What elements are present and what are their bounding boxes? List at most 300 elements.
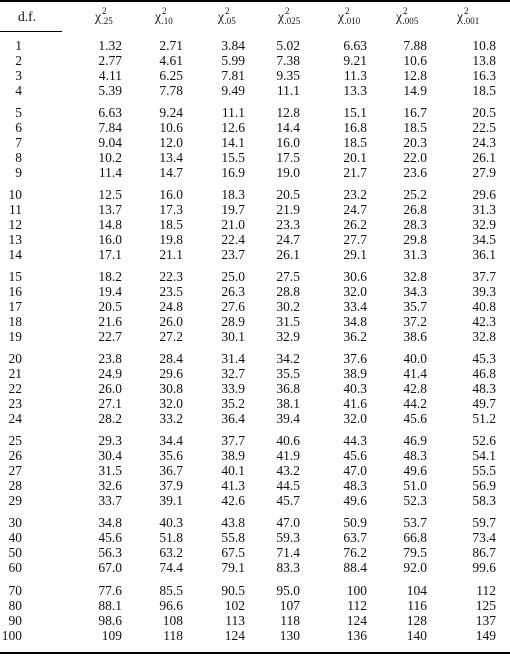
value-cell: 26.0 — [159, 314, 183, 329]
value-cell: 136 — [346, 628, 367, 643]
value-cell: 63.2 — [159, 545, 183, 560]
value-cell: 16.7 — [403, 105, 427, 120]
value-cell: 31.3 — [403, 247, 427, 262]
value-cell: 29.6 — [159, 366, 183, 381]
value-cell: 35.2 — [221, 396, 245, 411]
superscript: 2 — [345, 6, 350, 16]
value-cell: 9.24 — [159, 105, 183, 120]
value-cell: 37.7 — [472, 269, 496, 284]
value-cell: 51.0 — [403, 478, 427, 493]
value-cell: 45.6 — [98, 530, 122, 545]
table-row — [0, 299, 510, 314]
value-cell: 9.21 — [343, 53, 367, 68]
table-row — [0, 478, 510, 493]
table-row — [0, 366, 510, 381]
value-cell: 63.7 — [343, 530, 367, 545]
df-cell: 5 — [15, 105, 22, 120]
value-cell: 107 — [279, 598, 300, 613]
value-cell: 124 — [224, 628, 245, 643]
value-cell: 18.5 — [159, 217, 183, 232]
table-row — [0, 217, 510, 232]
value-cell: 35.6 — [159, 448, 183, 463]
value-cell: 58.3 — [472, 493, 496, 508]
value-cell: 24.8 — [159, 299, 183, 314]
value-cell: 92.0 — [403, 560, 427, 575]
value-cell: 99.6 — [472, 560, 496, 575]
superscript: 2 — [102, 6, 107, 16]
df-cell: 11 — [9, 202, 22, 217]
value-cell: 41.3 — [221, 478, 245, 493]
value-cell: 28.2 — [98, 411, 122, 426]
df-cell: 24 — [8, 411, 22, 426]
subscript: .10 — [161, 16, 173, 26]
df-cell: 30 — [8, 515, 22, 530]
table-row — [0, 247, 510, 262]
value-cell: 22.0 — [403, 150, 427, 165]
df-cell: 25 — [8, 433, 22, 448]
value-cell: 20.5 — [472, 105, 496, 120]
value-cell: 32.8 — [472, 329, 496, 344]
table-row — [0, 38, 510, 53]
value-cell: 14.7 — [159, 165, 183, 180]
value-cell: 29.3 — [98, 433, 122, 448]
value-cell: 44.3 — [343, 433, 367, 448]
table-row — [0, 515, 510, 530]
value-cell: 29.8 — [403, 232, 427, 247]
value-cell: 109 — [101, 628, 122, 643]
value-cell: 49.6 — [403, 463, 427, 478]
df-cell: 15 — [8, 269, 22, 284]
table-row — [0, 613, 510, 628]
table-row — [0, 284, 510, 299]
value-cell: 88.4 — [343, 560, 367, 575]
value-cell: 25.0 — [221, 269, 245, 284]
value-cell: 18.3 — [221, 187, 245, 202]
value-cell: 22.5 — [472, 120, 496, 135]
value-cell: 32.6 — [98, 478, 122, 493]
value-cell: 14.1 — [221, 135, 245, 150]
value-cell: 40.1 — [221, 463, 245, 478]
value-cell: 32.7 — [221, 366, 245, 381]
value-cell: 38.9 — [221, 448, 245, 463]
value-cell: 37.6 — [343, 351, 367, 366]
value-cell: 20.5 — [98, 299, 122, 314]
df-cell: 10 — [8, 187, 22, 202]
table-row — [0, 598, 510, 613]
value-cell: 66.8 — [403, 530, 427, 545]
subscript: .001 — [463, 16, 480, 26]
value-cell: 4.11 — [98, 68, 122, 83]
value-cell: 49.7 — [472, 396, 496, 411]
value-cell: 13.7 — [98, 202, 122, 217]
value-cell: 53.7 — [403, 515, 427, 530]
chi-symbol: χ — [95, 9, 101, 24]
value-cell: 34.2 — [276, 351, 300, 366]
value-cell: 98.6 — [98, 613, 122, 628]
df-cell: 21 — [8, 366, 22, 381]
df-cell: 16 — [8, 284, 22, 299]
subscript: .025 — [284, 16, 301, 26]
value-cell: 1.32 — [98, 38, 122, 53]
df-cell: 60 — [8, 560, 22, 575]
value-cell: 40.6 — [276, 433, 300, 448]
chi-symbol: χ — [278, 9, 284, 24]
value-cell: 10.6 — [159, 120, 183, 135]
table-row — [0, 120, 510, 135]
table-row — [0, 68, 510, 83]
value-cell: 31.4 — [221, 351, 245, 366]
value-cell: 7.78 — [159, 83, 183, 98]
value-cell: 42.8 — [403, 381, 427, 396]
value-cell: 18.5 — [472, 83, 496, 98]
value-cell: 28.4 — [159, 351, 183, 366]
value-cell: 19.7 — [221, 202, 245, 217]
table-row — [0, 202, 510, 217]
value-cell: 102 — [224, 598, 245, 613]
value-cell: 27.9 — [472, 165, 496, 180]
value-cell: 112 — [476, 583, 496, 598]
value-cell: 10.2 — [98, 150, 122, 165]
value-cell: 85.5 — [159, 583, 183, 598]
value-cell: 71.4 — [276, 545, 300, 560]
value-cell: 29.6 — [472, 187, 496, 202]
value-cell: 37.2 — [403, 314, 427, 329]
table-row — [0, 351, 510, 366]
df-cell: 26 — [8, 448, 22, 463]
value-cell: 31.5 — [276, 314, 300, 329]
value-cell: 32.9 — [472, 217, 496, 232]
value-cell: 23.8 — [98, 351, 122, 366]
value-cell: 19.8 — [159, 232, 183, 247]
value-cell: 95.0 — [276, 583, 300, 598]
value-cell: 149 — [475, 628, 496, 643]
table-row — [0, 105, 510, 120]
value-cell: 10.8 — [472, 38, 496, 53]
value-cell: 5.39 — [98, 83, 122, 98]
table-row — [0, 83, 510, 98]
table-row — [0, 411, 510, 426]
subscript: .05 — [224, 16, 236, 26]
value-cell: 31.5 — [98, 463, 122, 478]
value-cell: 38.1 — [276, 396, 300, 411]
value-cell: 40.0 — [403, 351, 427, 366]
table-row — [0, 493, 510, 508]
df-cell: 80 — [8, 598, 22, 613]
value-cell: 18.5 — [343, 135, 367, 150]
value-cell: 17.5 — [276, 150, 300, 165]
value-cell: 51.8 — [159, 530, 183, 545]
value-cell: 45.6 — [403, 411, 427, 426]
value-cell: 7.88 — [403, 38, 427, 53]
value-cell: 28.9 — [221, 314, 245, 329]
value-cell: 30.2 — [276, 299, 300, 314]
value-cell: 7.84 — [98, 120, 122, 135]
value-cell: 19.0 — [276, 165, 300, 180]
value-cell: 88.1 — [98, 598, 122, 613]
value-cell: 13.3 — [343, 83, 367, 98]
value-cell: 55.5 — [472, 463, 496, 478]
value-cell: 41.6 — [343, 396, 367, 411]
value-cell: 9.04 — [98, 135, 122, 150]
superscript: 2 — [403, 6, 408, 16]
value-cell: 20.1 — [343, 150, 367, 165]
value-cell: 118 — [163, 628, 183, 643]
value-cell: 20.3 — [403, 135, 427, 150]
value-cell: 16.0 — [276, 135, 300, 150]
df-cell: 8 — [15, 150, 22, 165]
value-cell: 34.3 — [403, 284, 427, 299]
value-cell: 45.7 — [276, 493, 300, 508]
value-cell: 6.63 — [343, 38, 367, 53]
value-cell: 16.0 — [98, 232, 122, 247]
value-cell: 56.3 — [98, 545, 122, 560]
value-cell: 24.3 — [472, 135, 496, 150]
chi-symbol: χ — [155, 9, 161, 24]
value-cell: 26.3 — [221, 284, 245, 299]
value-cell: 5.99 — [221, 53, 245, 68]
value-cell: 40.8 — [472, 299, 496, 314]
value-cell: 26.8 — [403, 202, 427, 217]
value-cell: 47.0 — [276, 515, 300, 530]
table-row — [0, 433, 510, 448]
value-cell: 48.3 — [472, 381, 496, 396]
value-cell: 26.1 — [472, 150, 496, 165]
value-cell: 79.1 — [221, 560, 245, 575]
value-cell: 23.3 — [276, 217, 300, 232]
value-cell: 11.1 — [221, 105, 245, 120]
df-cell: 27 — [8, 463, 22, 478]
value-cell: 35.5 — [276, 366, 300, 381]
table-row — [0, 381, 510, 396]
df-cell: 1 — [15, 38, 22, 53]
table-row — [0, 545, 510, 560]
value-cell: 30.4 — [98, 448, 122, 463]
value-cell: 34.5 — [472, 232, 496, 247]
value-cell: 28.8 — [276, 284, 300, 299]
value-cell: 37.7 — [221, 433, 245, 448]
value-cell: 27.6 — [221, 299, 245, 314]
value-cell: 33.9 — [221, 381, 245, 396]
df-header: d.f. — [18, 9, 36, 24]
value-cell: 27.1 — [98, 396, 122, 411]
table-row — [0, 530, 510, 545]
value-cell: 16.0 — [159, 187, 183, 202]
value-cell: 12.5 — [98, 187, 122, 202]
value-cell: 96.6 — [159, 598, 183, 613]
value-cell: 24.9 — [98, 366, 122, 381]
value-cell: 46.8 — [472, 366, 496, 381]
df-cell: 100 — [1, 628, 22, 643]
value-cell: 22.4 — [221, 232, 245, 247]
table-row — [0, 165, 510, 180]
value-cell: 32.8 — [403, 269, 427, 284]
value-cell: 6.25 — [159, 68, 183, 83]
df-cell: 13 — [8, 232, 22, 247]
value-cell: 17.3 — [159, 202, 183, 217]
value-cell: 22.3 — [159, 269, 183, 284]
value-cell: 41.9 — [276, 448, 300, 463]
table-row — [0, 463, 510, 478]
value-cell: 32.9 — [276, 329, 300, 344]
table-row — [0, 269, 510, 284]
df-cell: 29 — [8, 493, 22, 508]
value-cell: 124 — [346, 613, 367, 628]
value-cell: 11.4 — [98, 165, 122, 180]
value-cell: 42.3 — [472, 314, 496, 329]
value-cell: 90.5 — [221, 583, 245, 598]
value-cell: 40.3 — [159, 515, 183, 530]
superscript: 2 — [162, 6, 167, 16]
df-cell: 17 — [8, 299, 22, 314]
value-cell: 17.1 — [98, 247, 122, 262]
value-cell: 48.3 — [403, 448, 427, 463]
value-cell: 34.8 — [343, 314, 367, 329]
value-cell: 26.2 — [343, 217, 367, 232]
value-cell: 137 — [475, 613, 496, 628]
value-cell: 113 — [225, 613, 245, 628]
value-cell: 20.5 — [276, 187, 300, 202]
chi-symbol: χ — [457, 9, 463, 24]
value-cell: 54.1 — [472, 448, 496, 463]
value-cell: 74.4 — [159, 560, 183, 575]
value-cell: 24.7 — [343, 202, 367, 217]
value-cell: 5.02 — [276, 38, 300, 53]
value-cell: 67.5 — [221, 545, 245, 560]
df-cell: 90 — [8, 613, 22, 628]
value-cell: 30.6 — [343, 269, 367, 284]
table-row — [0, 150, 510, 165]
superscript: 2 — [225, 6, 230, 16]
value-cell: 23.2 — [343, 187, 367, 202]
value-cell: 21.9 — [276, 202, 300, 217]
value-cell: 39.3 — [472, 284, 496, 299]
value-cell: 28.3 — [403, 217, 427, 232]
value-cell: 130 — [279, 628, 300, 643]
value-cell: 45.3 — [472, 351, 496, 366]
table-row — [0, 628, 510, 643]
value-cell: 30.1 — [221, 329, 245, 344]
value-cell: 12.8 — [276, 105, 300, 120]
value-cell: 49.6 — [343, 493, 367, 508]
value-cell: 77.6 — [98, 583, 122, 598]
df-cell: 50 — [8, 545, 22, 560]
value-cell: 38.6 — [403, 329, 427, 344]
value-cell: 116 — [407, 598, 427, 613]
df-cell: 18 — [8, 314, 22, 329]
value-cell: 10.6 — [403, 53, 427, 68]
value-cell: 26.1 — [276, 247, 300, 262]
value-cell: 14.4 — [276, 120, 300, 135]
value-cell: 14.8 — [98, 217, 122, 232]
df-cell: 14 — [8, 247, 22, 262]
value-cell: 27.2 — [159, 329, 183, 344]
value-cell: 52.6 — [472, 433, 496, 448]
value-cell: 34.8 — [98, 515, 122, 530]
value-cell: 48.3 — [343, 478, 367, 493]
value-cell: 15.5 — [221, 150, 245, 165]
value-cell: 36.4 — [221, 411, 245, 426]
value-cell: 16.8 — [343, 120, 367, 135]
df-cell: 12 — [8, 217, 22, 232]
value-cell: 11.1 — [276, 83, 300, 98]
table-row — [0, 560, 510, 575]
table-row — [0, 329, 510, 344]
chi-symbol: χ — [218, 9, 224, 24]
df-cell: 4 — [15, 83, 22, 98]
value-cell: 36.2 — [343, 329, 367, 344]
value-cell: 56.9 — [472, 478, 496, 493]
df-cell: 20 — [8, 351, 22, 366]
table-row — [0, 187, 510, 202]
value-cell: 19.4 — [98, 284, 122, 299]
value-cell: 46.9 — [403, 433, 427, 448]
df-cell: 9 — [15, 165, 22, 180]
value-cell: 43.8 — [221, 515, 245, 530]
df-cell: 7 — [15, 135, 22, 150]
value-cell: 23.7 — [221, 247, 245, 262]
value-cell: 59.3 — [276, 530, 300, 545]
value-cell: 32.0 — [343, 411, 367, 426]
subscript: .005 — [402, 16, 419, 26]
value-cell: 30.8 — [159, 381, 183, 396]
bottom-rule — [0, 652, 510, 654]
value-cell: 2.71 — [159, 38, 183, 53]
value-cell: 31.3 — [472, 202, 496, 217]
df-cell: 70 — [8, 583, 22, 598]
value-cell: 44.2 — [403, 396, 427, 411]
value-cell: 23.6 — [403, 165, 427, 180]
value-cell: 36.1 — [472, 247, 496, 262]
table-row — [0, 314, 510, 329]
value-cell: 16.3 — [472, 68, 496, 83]
value-cell: 14.9 — [403, 83, 427, 98]
value-cell: 16.9 — [221, 165, 245, 180]
value-cell: 27.7 — [343, 232, 367, 247]
value-cell: 9.35 — [276, 68, 300, 83]
value-cell: 50.9 — [343, 515, 367, 530]
superscript: 2 — [285, 6, 290, 16]
value-cell: 18.5 — [403, 120, 427, 135]
df-cell: 3 — [15, 68, 22, 83]
table-row — [0, 53, 510, 68]
value-cell: 59.7 — [472, 515, 496, 530]
value-cell: 37.9 — [159, 478, 183, 493]
value-cell: 12.0 — [159, 135, 183, 150]
value-cell: 36.7 — [159, 463, 183, 478]
df-cell: 2 — [15, 53, 22, 68]
value-cell: 67.0 — [98, 560, 122, 575]
subscript: .010 — [344, 16, 361, 26]
df-cell: 40 — [8, 530, 22, 545]
value-cell: 15.1 — [343, 105, 367, 120]
value-cell: 52.3 — [403, 493, 427, 508]
value-cell: 18.2 — [98, 269, 122, 284]
value-cell: 12.8 — [403, 68, 427, 83]
value-cell: 104 — [406, 583, 427, 598]
value-cell: 44.5 — [276, 478, 300, 493]
value-cell: 33.2 — [159, 411, 183, 426]
value-cell: 38.9 — [343, 366, 367, 381]
value-cell: 9.49 — [221, 83, 245, 98]
df-cell: 6 — [15, 120, 22, 135]
chi-symbol: χ — [338, 9, 344, 24]
value-cell: 7.81 — [221, 68, 245, 83]
value-cell: 35.7 — [403, 299, 427, 314]
value-cell: 36.8 — [276, 381, 300, 396]
table-row — [0, 396, 510, 411]
value-cell: 79.5 — [403, 545, 427, 560]
value-cell: 29.1 — [343, 247, 367, 262]
